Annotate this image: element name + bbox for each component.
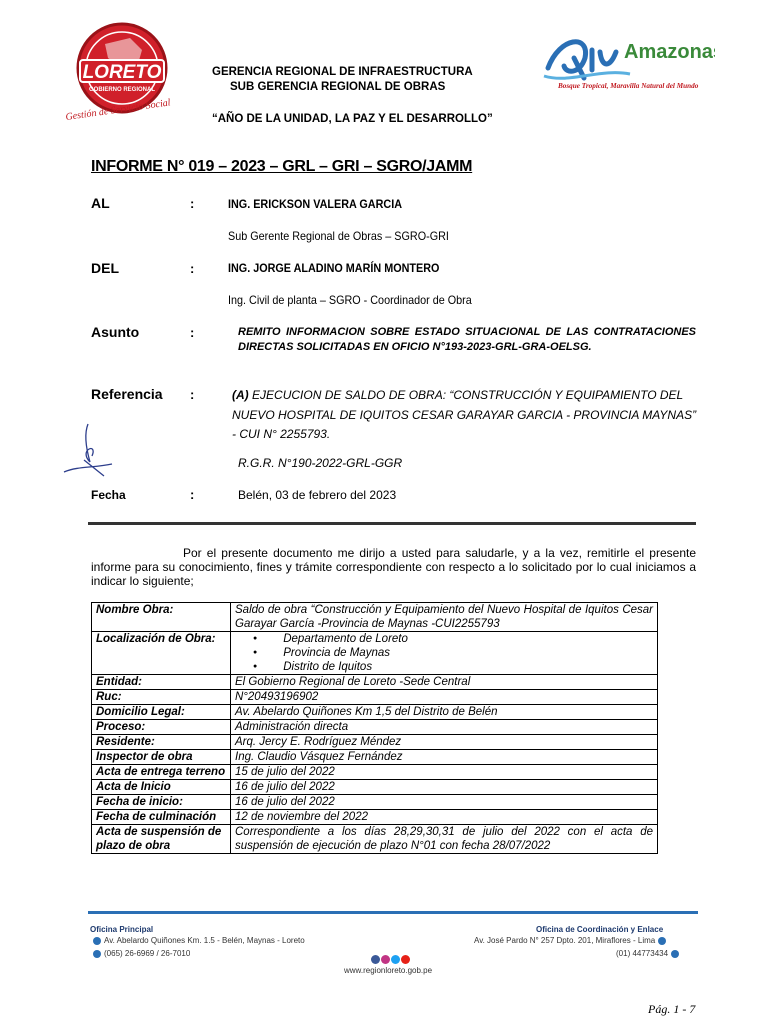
logo-loreto-sub: GOBIERNO REGIONAL (88, 87, 156, 93)
row-key: Residente: (92, 735, 231, 750)
row-key: Ruc: (92, 690, 231, 705)
list-item: ● Provincia de Maynas (257, 646, 653, 660)
asunto-colon: : (190, 325, 195, 340)
row-value: Arq. Jercy E. Rodríguez Méndez (231, 735, 658, 750)
row-value: 16 de julio del 2022 (231, 780, 658, 795)
row-value (231, 632, 658, 675)
table-row (92, 705, 658, 720)
del-name: ING. JORGE ALADINO MARÍN MONTERO (228, 261, 440, 275)
row-key: Acta de suspensión de plazo de obra (92, 825, 231, 854)
header-line-2: SUB GERENCIA REGIONAL DE OBRAS (230, 81, 446, 93)
ref-rgr: R.G.R. N°190-2022-GRL-GGR (238, 456, 403, 470)
footer-right-addr: Av. José Pardo N° 257 Dpto. 201, Miraflores - Lima (474, 936, 656, 945)
asunto-text: REMITO INFORMACION SOBRE ESTADO SITUACIONAL DE LAS CONTRATACIONES DIRECTAS SOLICITADAS EN OFICIO N°193-2023-GRL-GRA-OELSG. (238, 326, 696, 353)
page-number: Pág. 1 - 7 (648, 1002, 696, 1016)
row-value: Saldo de obra “Construcción y Equipamiento del Nuevo Hospital de Iquitos Cesar Garayar García -Provincia de Maynas -CUI2255793 (231, 603, 658, 632)
row-key: Acta de Inicio (92, 780, 231, 795)
table-row (92, 780, 658, 795)
del-colon: : (190, 261, 195, 276)
table-row (92, 810, 658, 825)
separator-line (88, 522, 696, 525)
table-row (92, 720, 658, 735)
facebook-icon[interactable] (371, 955, 380, 964)
table-row (92, 690, 658, 705)
row-value: El Gobierno Regional de Loreto -Sede Central (231, 675, 658, 690)
row-value: 16 de julio del 2022 (231, 795, 658, 810)
location-icon (93, 937, 101, 945)
al-colon: : (190, 196, 195, 211)
al-role: Sub Gerente Regional de Obras – SGRO-GRI (228, 229, 449, 243)
logo-loreto-tag: Gestión de Servicio Social (64, 97, 172, 123)
table-row (92, 825, 658, 854)
logo-amazonas-text: Amazonas (624, 41, 715, 63)
table-row (92, 632, 658, 675)
row-value: Correspondiente a los días 28,29,30,31 de julio del 2022 con el acta de suspensión de ejecución de plazo N°01 con fecha 28/07/2022 (231, 825, 658, 854)
location-list (235, 632, 653, 674)
loreto-logo (60, 16, 190, 126)
del-label: DEL (91, 260, 119, 276)
footer-website[interactable]: www.regionloreto.gob.pe (344, 966, 433, 975)
footer-liaison-address (474, 936, 669, 945)
referencia-colon: : (190, 387, 195, 402)
footer-liaison-phone (616, 949, 682, 958)
footer-liaison-title: Oficina de Coordinación y Enlace (536, 925, 664, 934)
table-row (92, 675, 658, 690)
footer-office-address (90, 936, 305, 945)
table-row (92, 735, 658, 750)
row-key: Fecha de culminación (92, 810, 231, 825)
ref-a-marker: (A) (232, 388, 249, 402)
row-value: N°20493196902 (231, 690, 658, 705)
footer-office-title: Oficina Principal (90, 925, 154, 934)
row-key: Localización de Obra: (92, 632, 231, 675)
list-item: ● Distrito de Iquitos (257, 660, 653, 674)
row-value: 12 de noviembre del 2022 (231, 810, 658, 825)
obra-info-table (91, 602, 658, 854)
row-key: Fecha de inicio: (92, 795, 231, 810)
intro-paragraph: Por el presente documento me dirijo a usted para saludarle, y a la vez, remitirle el presente informe para su conocimiento, fines y trámite correspondiente con respecto a lo solicitado por lo cual iniciamos a indicar lo siguiente; (91, 546, 696, 588)
referencia-label: Referencia (91, 386, 163, 402)
row-key: Proceso: (92, 720, 231, 735)
footer-left-phone: (065) 26-6969 / 26-7010 (104, 949, 191, 958)
row-key: Inspector de obra (92, 750, 231, 765)
row-key: Nombre Obra: (92, 603, 231, 632)
rio-amazonas-logo (540, 28, 715, 98)
footer-right-phone: (01) 44773434 (616, 949, 669, 958)
footer-line (88, 911, 698, 914)
phone-icon (93, 950, 101, 958)
al-name: ING. ERICKSON VALERA GARCIA (228, 197, 403, 211)
table-row (92, 765, 658, 780)
table-row (92, 603, 658, 632)
row-key: Entidad: (92, 675, 231, 690)
ref-a-text: EJECUCION DE SALDO DE OBRA: “CONSTRUCCIÓN Y EQUIPAMIENTO DEL NUEVO HOSPITAL DE IQUITOS CESAR GARAYAR GARCIA - PROVINCIA MAYNAS” - CUI N° 2255793. (232, 388, 697, 441)
del-role: Ing. Civil de planta – SGRO - Coordinador de Obra (228, 293, 472, 307)
row-value: Av. Abelardo Quiñones Km 1,5 del Distrito de Belén (231, 705, 658, 720)
header-line-1: GERENCIA REGIONAL DE INFRAESTRUCTURA (212, 66, 473, 78)
referencia-text (232, 386, 702, 445)
footer-office-phone (90, 949, 190, 958)
phone-icon (671, 950, 679, 958)
al-label: AL (91, 195, 110, 211)
row-key: Acta de entrega terreno (92, 765, 231, 780)
table-row (92, 750, 658, 765)
fecha-label: Fecha (91, 488, 126, 502)
signature-mark (58, 420, 118, 478)
row-value: Ing. Claudio Vásquez Fernández (231, 750, 658, 765)
footer-left-addr: Av. Abelardo Quiñones Km. 1.5 - Belén, Maynas - Loreto (104, 936, 305, 945)
fecha-colon: : (190, 487, 195, 502)
asunto-label: Asunto (91, 324, 140, 340)
fecha-value: Belén, 03 de febrero del 2023 (238, 488, 397, 502)
table-row (92, 795, 658, 810)
logo-loreto-text: LORETO (82, 62, 162, 83)
logo-slogan: Bosque Tropical, Maravilla Natural del Mundo (558, 82, 699, 90)
row-key: Domicilio Legal: (92, 705, 231, 720)
year-motto: “AÑO DE LA UNIDAD, LA PAZ Y EL DESARROLLO” (212, 113, 493, 125)
row-value: Administración directa (231, 720, 658, 735)
row-value: 15 de julio del 2022 (231, 765, 658, 780)
list-item: ● Departamento de Loreto (257, 632, 653, 646)
location-icon (658, 937, 666, 945)
instagram-icon[interactable] (381, 955, 390, 964)
twitter-icon[interactable] (391, 955, 400, 964)
youtube-icon[interactable] (401, 955, 410, 964)
document-title: INFORME N° 019 – 2023 – GRL – GRI – SGRO/JAMM (91, 158, 473, 175)
